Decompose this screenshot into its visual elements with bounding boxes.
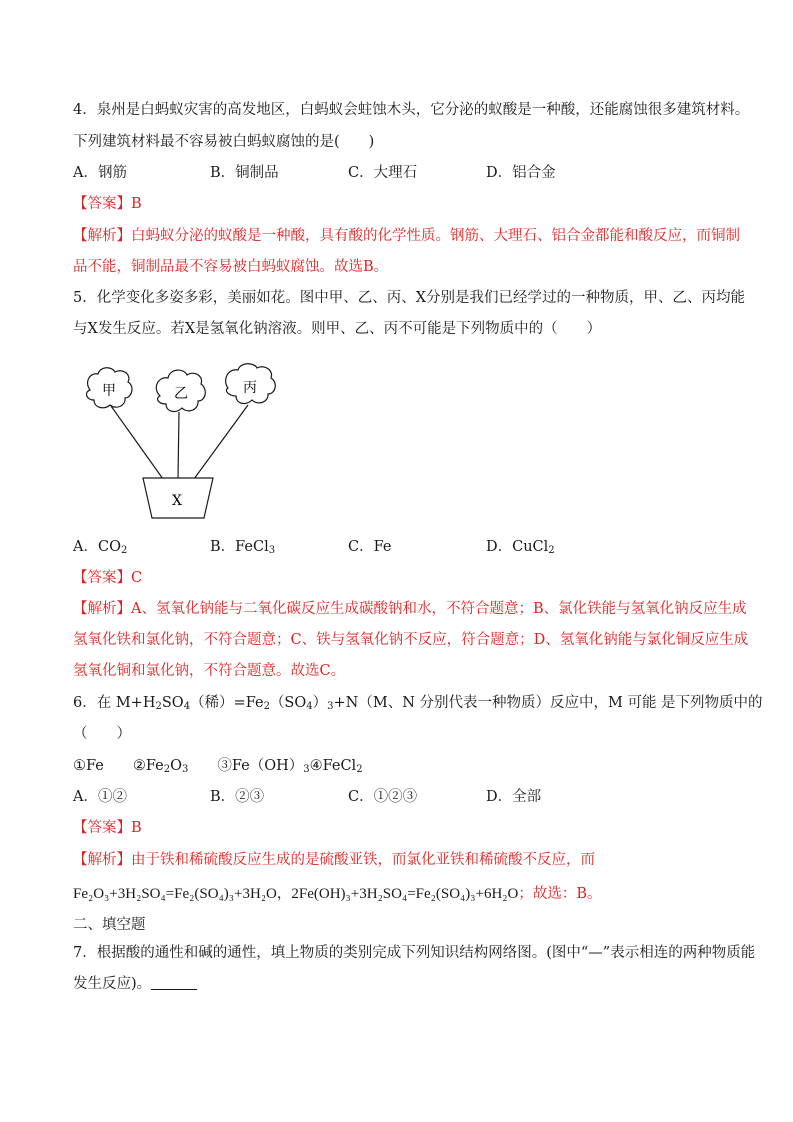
q6-choices: ①Fe $②Fe_2O_3$ $③Fe(OH)_3④FeCl_2$ [73,758,363,775]
q6-option-c: C．①②③ [348,789,418,805]
q4-analysis-line2: 品不能，铜制品最不容易被白蚂蚁腐蚀。故选B。 [73,259,389,275]
q6-option-a: A．①② [73,789,127,805]
q5-stem-line1: 5．化学变化多姿多彩，美丽如花。图中甲、乙、丙、X分别是我们已经学过的一种物质，甲、乙、丙均能 [73,290,746,306]
q4-option-b: B．铜制品 [210,165,279,181]
q5-answer: 【答案】C [73,570,143,586]
flower-bing [226,364,276,404]
q5-analysis-line3: 氢氧化铜和氯化钠，不符合题意。故选C。 [73,663,346,679]
q4-option-a: A．钢筋 [73,165,127,181]
q5-stem-line2: 与X发生反应。若X是氢氧化钠溶液。则甲、乙、丙不可能是下列物质中的（ ） [73,321,602,337]
q5-option-a: A．$CO_2$ [73,539,128,556]
pot-x-label: X [172,493,182,509]
q4-stem-line2: 下列建筑材料最不容易被白蚂蚁腐蚀的是( ) [73,134,375,150]
q4-option-d: D．铝合金 [486,165,556,181]
flower-bing-label: 丙 [243,380,257,396]
q7-stem-line2: 发生反应)。 [73,974,197,994]
q4-answer: 【答案】B [73,196,142,212]
q7-stem-line1: 7．根据酸的通性和碱的通性，填上物质的类别完成下列知识结构网络图。(图中“—”表示相连的两种物质能 [73,945,756,961]
q4-option-c: C．大理石 [348,165,418,181]
flower-pot-diagram [80,362,290,522]
q5-option-b: B．FeCl$_3$ [210,539,276,556]
q6-option-b: B．②③ [210,789,265,805]
section-heading: 二、填空题 [73,917,146,933]
q6-option-d: D．全部 [486,789,542,805]
flower-jia [87,368,132,408]
q6-analysis-line1: 【解析】由于铁和稀硫酸反应生成的是硫酸亚铁，而氯化亚铁和稀硫酸不反应，而 [73,852,595,868]
q6-analysis-equations: Fe₂O₃+3H₂SO₄=Fe₂(SO₄)₃+3H₂O，2Fe(OH)₃+3H₂SO₄=Fe₂(SO₄)₃+6H₂O；故选：B。 [73,886,602,902]
q5-analysis-line1: 【解析】A、氢氧化钠能与二氧化碳反应生成碳酸钠和水，不符合题意；B、氯化铁能与氢氧化钠反应生成 [73,601,747,617]
answer-blank[interactable] [151,975,197,990]
flower-yi-label: 乙 [174,386,188,402]
q4-stem-line1: 4．泉州是白蚂蚁灾害的高发地区，白蚂蚁会蛀蚀木头，它分泌的蚁酸是一种酸，还能腐蚀很多建筑材料。 [73,102,750,118]
q6-stem-line1: 6．在 $M+H_2SO_4$（稀）$=Fe_2(SO_4)_3+N(M$、N 分别代表一种物质）反应中，M 可能 是下列物质中的 [73,695,763,712]
q6-answer: 【答案】B [73,820,142,836]
q5-option-d: D．CuCl$_2$ [486,539,555,556]
q6-analysis-conclusion: ；故选：B。 [518,886,602,902]
q5-option-c: C．Fe [348,539,392,555]
q5-analysis-line2: 氢氧化铁和氯化钠，不符合题意；C、铁与氢氧化钠不反应，符合题意；D、氢氧化钠能与氯化铜反应生成 [73,632,749,648]
q6-stem-line2: （ ） [73,726,131,742]
flower-yi [156,370,205,411]
q6-equation-1: Fe₂O₃+3H₂SO₄=Fe₂(SO₄)₃+3H₂O [73,886,277,902]
flower-jia-label: 甲 [102,383,116,399]
q6-equation-2: 2Fe(OH)₃+3H₂SO₄=Fe₂(SO₄)₃+6H₂O [291,886,519,902]
pot-x [143,478,213,518]
q4-analysis-line1: 【解析】白蚂蚁分泌的蚁酸是一种酸，具有酸的化学性质。钢筋、大理石、铝合金都能和酸反应，而铜制 [73,228,740,244]
